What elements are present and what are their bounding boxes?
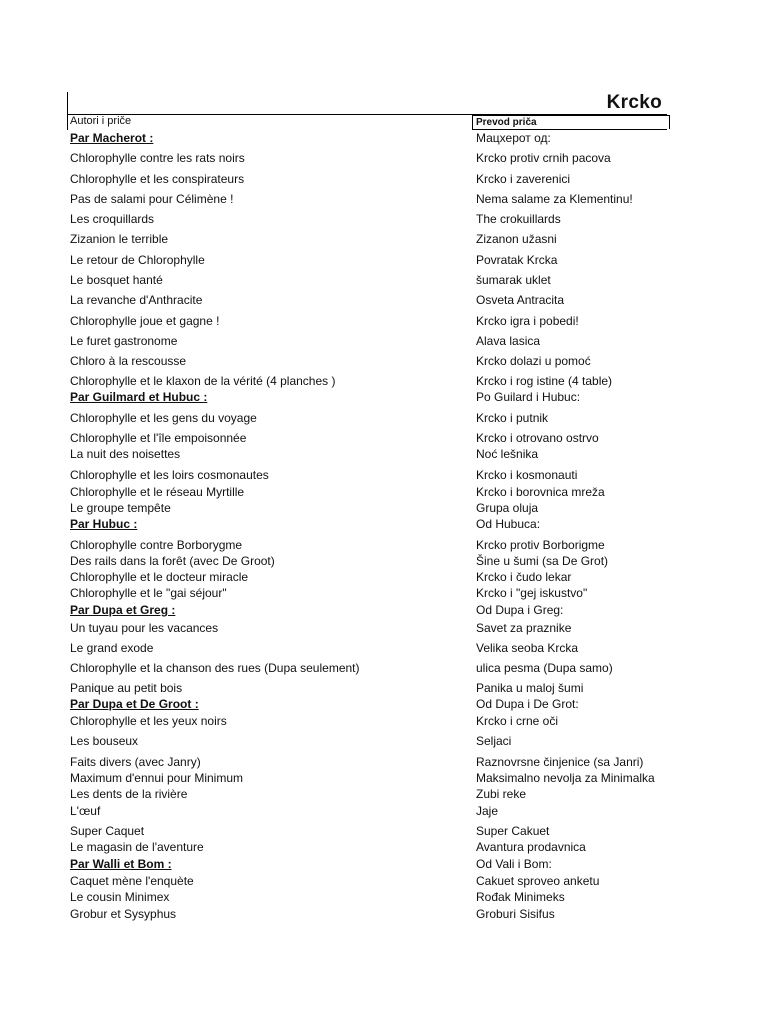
translated-title: Noć lešnika (476, 447, 539, 461)
section-header-row (0, 696, 768, 712)
original-title: Le magasin de l'aventure (70, 840, 204, 854)
table-row (0, 585, 768, 601)
original-title: Chlorophylle joue et gagne ! (70, 314, 220, 328)
table-row (0, 754, 768, 770)
section-author-label: Par Guilmard et Hubuc : (70, 390, 208, 404)
table-row (0, 713, 768, 729)
translated-title: šumarak uklet (476, 273, 551, 287)
table-row (0, 906, 768, 922)
translated-title: Groburi Sisifus (476, 907, 555, 921)
original-title: Chlorophylle et les conspirateurs (70, 172, 245, 186)
table-row (0, 823, 768, 839)
translated-title: Osveta Antracita (476, 293, 565, 307)
original-title: Chlorophylle et la chanson des rues (Dupa seulement) (70, 661, 360, 675)
translated-title: Super Cakuet (476, 824, 550, 838)
original-title: Le retour de Chlorophylle (70, 253, 205, 267)
original-title: La revanche d'Anthracite (70, 293, 203, 307)
section-translation-label: Od Dupa i De Grot: (476, 697, 579, 711)
table-row (0, 786, 768, 802)
column-header-authors: Autori i priče (70, 115, 132, 127)
table-row (0, 231, 768, 247)
original-title: Le grand exode (70, 641, 154, 655)
section-author-label: Par Hubuc : (70, 517, 138, 531)
translated-title: Krcko i zaverenici (476, 172, 571, 186)
table-row (0, 171, 768, 187)
table-row (0, 484, 768, 500)
translated-title: Krcko dolazi u pomoć (476, 354, 591, 368)
original-title: Chlorophylle et les yeux noirs (70, 714, 227, 728)
section-author-label: Par Dupa et Greg : (70, 603, 176, 617)
original-title: Super Caquet (70, 824, 145, 838)
translated-title: Krcko i "gej iskustvo" (476, 586, 588, 600)
translated-title: Krcko i rog istine (4 table) (476, 374, 613, 388)
table-row (0, 191, 768, 207)
translated-title: Jaje (476, 804, 499, 818)
translated-title: Krcko protiv crnih pacova (476, 151, 611, 165)
original-title: Le cousin Minimex (70, 890, 170, 904)
original-title: Le furet gastronome (70, 334, 178, 348)
original-title: Grobur et Sysyphus (70, 907, 177, 921)
translated-title: Avantura prodavnica (476, 840, 586, 854)
original-title: Pas de salami pour Célimène ! (70, 192, 234, 206)
translated-title: Maksimalno nevolja za Minimalka (476, 771, 655, 785)
section-author-label: Par Walli et Bom : (70, 857, 172, 871)
table-row (0, 373, 768, 389)
table-row (0, 553, 768, 569)
original-title: Chlorophylle et les gens du voyage (70, 411, 257, 425)
original-title: Chlorophylle et le réseau Myrtille (70, 485, 245, 499)
translated-title: Zizanon užasni (476, 232, 557, 246)
table-row (0, 537, 768, 553)
original-title: Chlorophylle contre les rats noirs (70, 151, 245, 165)
table-row (0, 569, 768, 585)
table-left-border (67, 92, 68, 130)
translated-title: Grupa oluja (476, 501, 539, 515)
table-row (0, 733, 768, 749)
original-title: Chlorophylle et le "gai séjour" (70, 586, 227, 600)
table-row (0, 252, 768, 268)
section-translation-label: Od Dupa i Greg: (476, 603, 564, 617)
original-title: L'œuf (70, 804, 101, 818)
section-translation-label: Od Hubuca: (476, 517, 541, 531)
original-title: Chlorophylle et le klaxon de la vérité (4 planches ) (70, 374, 336, 388)
section-header-row (0, 516, 768, 532)
table-row (0, 150, 768, 166)
column-header-translation: Prevod priča (472, 115, 670, 129)
document-title: Krcko (606, 92, 662, 113)
translated-title: Savet za praznike (476, 621, 572, 635)
table-row (0, 680, 768, 696)
translated-title: Panika u maloj šumi (476, 681, 584, 695)
original-title: Les dents de la rivière (70, 787, 188, 801)
table-row (0, 333, 768, 349)
original-title: Panique au petit bois (70, 681, 183, 695)
translated-title: ulica pesma (Dupa samo) (476, 661, 613, 675)
section-author-label: Par Macherot : (70, 131, 154, 145)
table-row (0, 353, 768, 369)
original-title: Chlorophylle et les loirs cosmonautes (70, 468, 269, 482)
section-header-row (0, 856, 768, 872)
translated-title: Seljaci (476, 734, 512, 748)
section-translation-label: Мацхерот од: (476, 131, 551, 145)
original-title: Chlorophylle et le docteur miracle (70, 570, 249, 584)
translated-title: Šine u šumi (sa De Grot) (476, 554, 609, 568)
original-title: Caquet mène l'enquète (70, 874, 194, 888)
translated-title: Raznovrsne činjenice (sa Janri) (476, 755, 644, 769)
translated-title: Krcko i borovnica mreža (476, 485, 605, 499)
table-row (0, 292, 768, 308)
translated-title: Krcko i otrovano ostrvo (476, 431, 599, 445)
table-row (0, 640, 768, 656)
translated-title: Velika seoba Krcka (476, 641, 579, 655)
table-row (0, 660, 768, 676)
translated-title: Krcko i čudo lekar (476, 570, 572, 584)
translated-title: Krcko i putnik (476, 411, 549, 425)
original-title: Un tuyau pour les vacances (70, 621, 219, 635)
translated-title: Alava lasica (476, 334, 541, 348)
translated-title: Krcko i crne oči (476, 714, 559, 728)
table-row (0, 430, 768, 446)
translated-title: Zubi reke (476, 787, 527, 801)
translated-title: The crokuillards (476, 212, 561, 226)
original-title: Des rails dans la forêt (avec De Groot) (70, 554, 275, 568)
original-title: Chloro à la rescousse (70, 354, 187, 368)
translated-title: Cakuet sproveo anketu (476, 874, 600, 888)
section-translation-label: Po Guilard i Hubuc: (476, 390, 581, 404)
original-title: Les croquillards (70, 212, 155, 226)
table-row (0, 446, 768, 462)
original-title: Chlorophylle contre Borborygme (70, 538, 243, 552)
original-title: Faits divers (avec Janry) (70, 755, 201, 769)
translated-title: Nema salame za Klementinu! (476, 192, 633, 206)
section-header-row (0, 389, 768, 405)
table-row (0, 889, 768, 905)
table-row (0, 839, 768, 855)
section-translation-label: Od Vali i Bom: (476, 857, 552, 871)
table-row (0, 873, 768, 889)
original-title: Maximum d'ennui pour Minimum (70, 771, 244, 785)
section-author-label: Par Dupa et De Groot : (70, 697, 199, 711)
translated-title: Krcko igra i pobedi! (476, 314, 579, 328)
original-title: Les bouseux (70, 734, 139, 748)
original-title: Chlorophylle et l'île empoisonnée (70, 431, 247, 445)
original-title: Le groupe tempête (70, 501, 171, 515)
table-row (0, 410, 768, 426)
translated-title: Povratak Krcka (476, 253, 558, 267)
translated-title: Krcko protiv Borborigme (476, 538, 605, 552)
translated-title: Rođak Minimeks (476, 890, 565, 904)
translated-title: Krcko i kosmonauti (476, 468, 578, 482)
original-title: La nuit des noisettes (70, 447, 181, 461)
section-header-row (0, 130, 768, 146)
table-row (0, 211, 768, 227)
table-row (0, 467, 768, 483)
table-row (0, 803, 768, 819)
table-row (0, 272, 768, 288)
table-row (0, 770, 768, 786)
table-row (0, 500, 768, 516)
section-header-row (0, 602, 768, 618)
original-title: Zizanion le terrible (70, 232, 169, 246)
original-title: Le bosquet hanté (70, 273, 163, 287)
table-row (0, 620, 768, 636)
table-row (0, 313, 768, 329)
